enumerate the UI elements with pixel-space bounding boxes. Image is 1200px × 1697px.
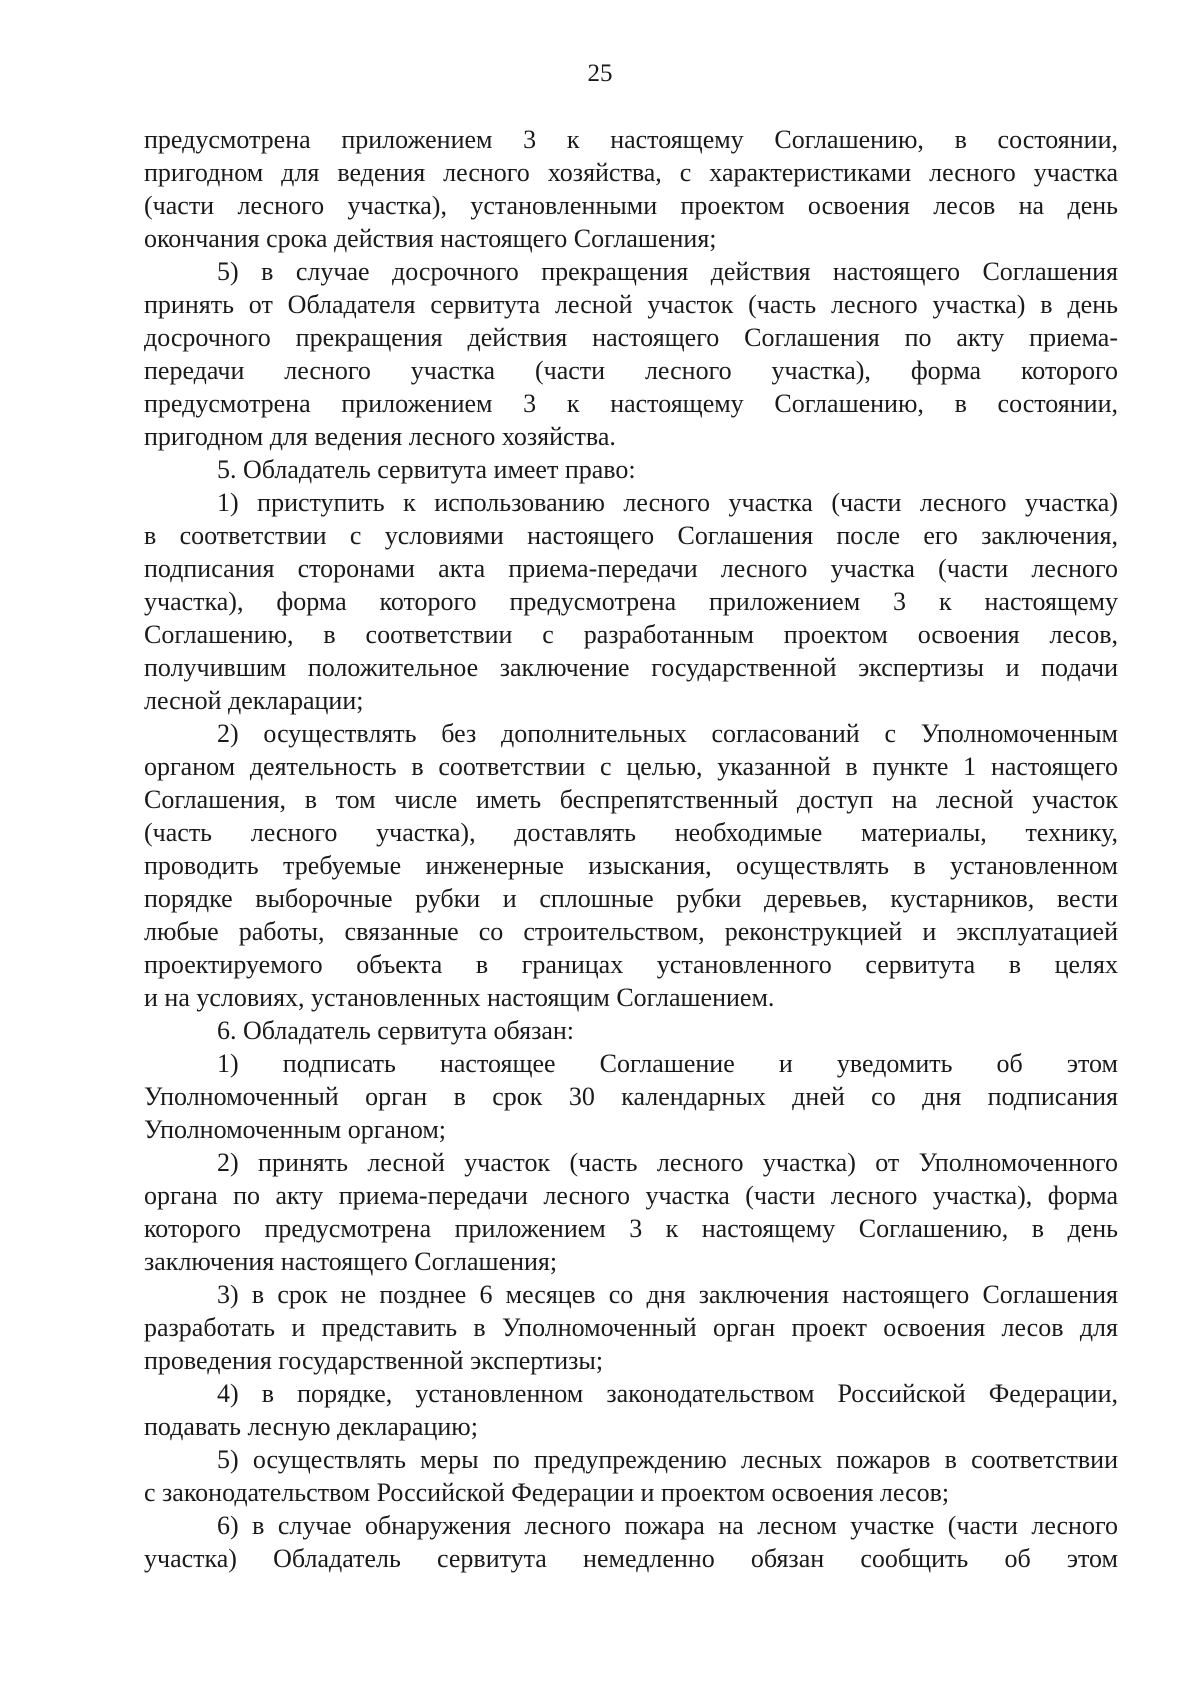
text-line: 4) в порядке, установленном законодательством Российской Федерации, (217, 1379, 1118, 1408)
text-line: и на условиях, установленных настоящим Соглашением. (144, 983, 775, 1012)
text-line: (части лесного участка), установленными проектом освоения лесов на день (144, 191, 1118, 220)
text-line: участка) Обладатель сервитута немедленно обязан сообщить об этом (144, 1544, 1118, 1573)
text-line: проектируемого объекта в границах установленного сервитута в целях (144, 950, 1118, 979)
text-line: заключения настоящего Соглашения; (144, 1247, 558, 1276)
text-line: лесной декларации; (144, 686, 364, 715)
text-line: 2) осуществлять без дополнительных согласований с Уполномоченным (217, 719, 1118, 748)
text-line: получившим положительное заключение государственной экспертизы и подачи (144, 653, 1118, 682)
text-line: разработать и представить в Уполномоченный орган проект освоения лесов для (144, 1313, 1118, 1342)
text-line: порядке выборочные рубки и сплошные рубки деревьев, кустарников, вести (144, 884, 1118, 913)
text-line: пригодном для ведения лесного хозяйства. (144, 422, 616, 451)
document-body (144, 123, 1118, 1575)
text-line: передачи лесного участка (части лесного участка), форма которого (144, 356, 1118, 385)
text-line: в соответствии с условиями настоящего Соглашения после его заключения, (144, 521, 1118, 550)
text-line: пригодном для ведения лесного хозяйства, с характеристиками лесного участка (144, 158, 1118, 187)
text-line: проведения государственной экспертизы; (144, 1346, 604, 1375)
text-line: 1) приступить к использованию лесного участка (части лесного участка) (217, 488, 1118, 517)
text-line: которого предусмотрена приложением 3 к настоящему Соглашению, в день (144, 1214, 1118, 1243)
text-line: предусмотрена приложением 3 к настоящему Соглашению, в состоянии, (144, 125, 1118, 154)
text-line: Соглашению, в соответствии с разработанным проектом освоения лесов, (144, 620, 1118, 649)
text-line: проводить требуемые инженерные изыскания, осуществлять в установленном (144, 851, 1118, 880)
text-line: предусмотрена приложением 3 к настоящему Соглашению, в состоянии, (144, 389, 1118, 418)
text-line: подавать лесную декларацию; (144, 1412, 478, 1441)
text-line: подписания сторонами акта приема-передачи лесного участка (части лесного (144, 554, 1118, 583)
text-line: органом деятельность в соответствии с целью, указанной в пункте 1 настоящего (144, 752, 1118, 781)
text-line: досрочного прекращения действия настоящего Соглашения по акту приема- (144, 323, 1118, 352)
text-line: 2) принять лесной участок (часть лесного участка) от Уполномоченного (217, 1148, 1118, 1177)
text-line: с законодательством Российской Федерации и проектом освоения лесов; (144, 1478, 950, 1507)
text-line: окончания срока действия настоящего Соглашения; (144, 224, 717, 253)
text-line: любые работы, связанные со строительством, реконструкцией и эксплуатацией (144, 917, 1118, 946)
text-line: Уполномоченным органом; (144, 1115, 447, 1144)
text-line: органа по акту приема-передачи лесного участка (части лесного участка), форма (144, 1181, 1118, 1210)
text-line: Уполномоченный орган в срок 30 календарных дней со дня подписания (144, 1082, 1118, 1111)
text-line: 6. Обладатель сервитута обязан: (217, 1016, 575, 1045)
text-line: (часть лесного участка), доставлять необходимые материалы, технику, (144, 818, 1118, 847)
text-line: 6) в случае обнаружения лесного пожара на лесном участке (части лесного (217, 1511, 1118, 1540)
text-line: участка), форма которого предусмотрена приложением 3 к настоящему (144, 587, 1118, 616)
text-line: 1) подписать настоящее Соглашение и уведомить об этом (217, 1049, 1118, 1078)
text-line: 5) осуществлять меры по предупреждению лесных пожаров в соответствии (217, 1445, 1118, 1474)
text-line: принять от Обладателя сервитута лесной участок (часть лесного участка) в день (144, 290, 1118, 319)
text-line: 5. Обладатель сервитута имеет право: (217, 455, 636, 484)
text-line: Соглашения, в том числе иметь беспрепятственный доступ на лесной участок (144, 785, 1118, 814)
page-number: 25 (587, 60, 613, 87)
text-line: 3) в срок не позднее 6 месяцев со дня заключения настоящего Соглашения (217, 1280, 1118, 1309)
text-line: 5) в случае досрочного прекращения действия настоящего Соглашения (217, 257, 1118, 286)
